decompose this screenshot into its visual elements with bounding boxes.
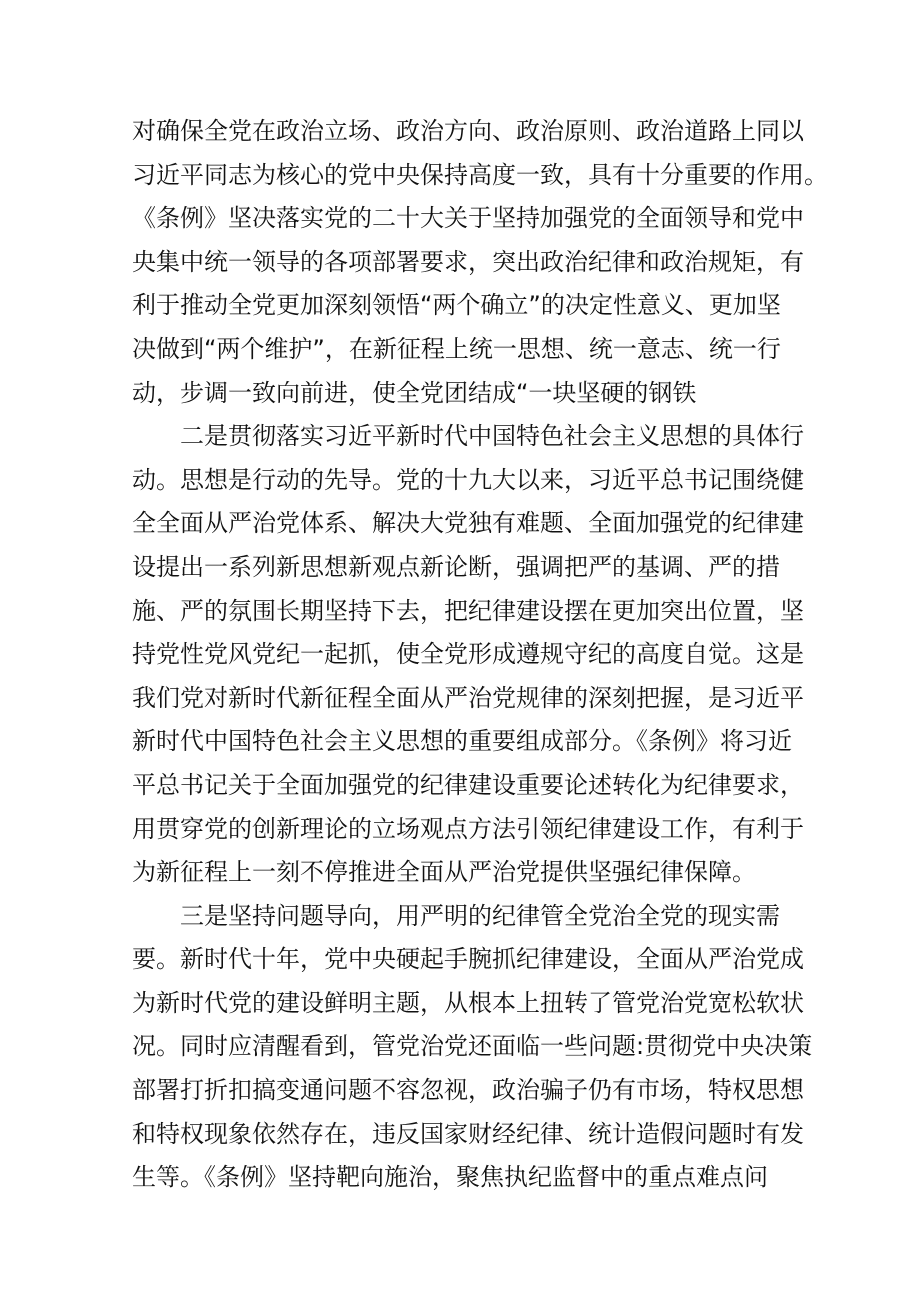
text-line: 央集中统一领导的各项部署要求，突出政治纪律和政治规矩，有 <box>132 247 804 276</box>
paragraph-3 <box>132 895 812 1200</box>
text-line: 对确保全党在政治立场、政治方向、政治原则、政治道路上同以 <box>132 117 804 145</box>
text-line: 为新时代党的建设鲜明主题，从根本上扭转了管党治党宽松软状 <box>132 988 804 1017</box>
text-line: 和特权现象依然存在，违反国家财经纪律、统计造假问题时有发 <box>132 1119 804 1148</box>
text-line: 设提出一系列新思想新观点新论断，强调把严的基调、严的措 <box>132 552 780 581</box>
text-line: 二是贯彻落实习近平新时代中国特色社会主义思想的具体行 <box>180 422 804 451</box>
paragraph-2 <box>132 415 812 895</box>
text-line: 动，步调一致向前进，使全党团结成“一块坚硬的钢铁 <box>132 378 697 407</box>
text-line: 决做到“两个维护”，在新征程上统一思想、统一意志、统一行 <box>132 334 781 363</box>
text-line: 为新征程上一刻不停推进全面从严治党提供坚强纪律保障。 <box>132 858 756 887</box>
text-line: 施、严的氛围长期坚持下去，把纪律建设摆在更加突出位置，坚 <box>132 596 804 625</box>
text-line: 平总书记关于全面加强党的纪律建设重要论述转化为纪律要求， <box>132 770 804 799</box>
text-line: 生等。《条例》坚持靶向施治，聚焦执纪监督中的重点难点问 <box>132 1163 768 1192</box>
text-line: 新时代中国特色社会主义思想的重要组成部分。《条例》将习近 <box>132 727 792 756</box>
text-line: 《条例》坚决落实党的二十大关于坚持加强党的全面领导和党中 <box>132 204 804 233</box>
text-line: 持党性党风党纪一起抓，使全党形成遵规守纪的高度自觉。这是 <box>132 640 804 669</box>
text-line: 我们党对新时代新征程全面从严治党规律的深刻把握，是习近平 <box>132 683 804 712</box>
document-body <box>132 110 828 1200</box>
paragraph-1 <box>132 110 828 415</box>
text-line: 动。思想是行动的先导。党的十九大以来，习近平总书记围绕健 <box>132 465 804 494</box>
text-line: 三是坚持问题导向，用严明的纪律管全党治全党的现实需 <box>180 901 780 930</box>
text-line: 部署打折扣搞变通问题不容忽视，政治骗子仍有市场，特权思想 <box>132 1076 804 1105</box>
text-line: 用贯穿党的创新理论的立场观点方法引领纪律建设工作，有利于 <box>132 814 804 843</box>
text-line: 利于推动全党更加深刻领悟“两个确立”的决定性意义、更加坚 <box>132 291 781 320</box>
text-line: 况。同时应清醒看到，管党治党还面临一些问题:贯彻党中央决策 <box>132 1032 813 1061</box>
text-line: 习近平同志为核心的党中央保持高度一致，具有十分重要的作用。 <box>132 160 828 189</box>
text-line: 要。新时代十年，党中央硬起手腕抓纪律建设，全面从严治党成 <box>132 945 804 974</box>
text-line: 全全面从严治党体系、解决大党独有难题、全面加强党的纪律建 <box>132 509 804 538</box>
